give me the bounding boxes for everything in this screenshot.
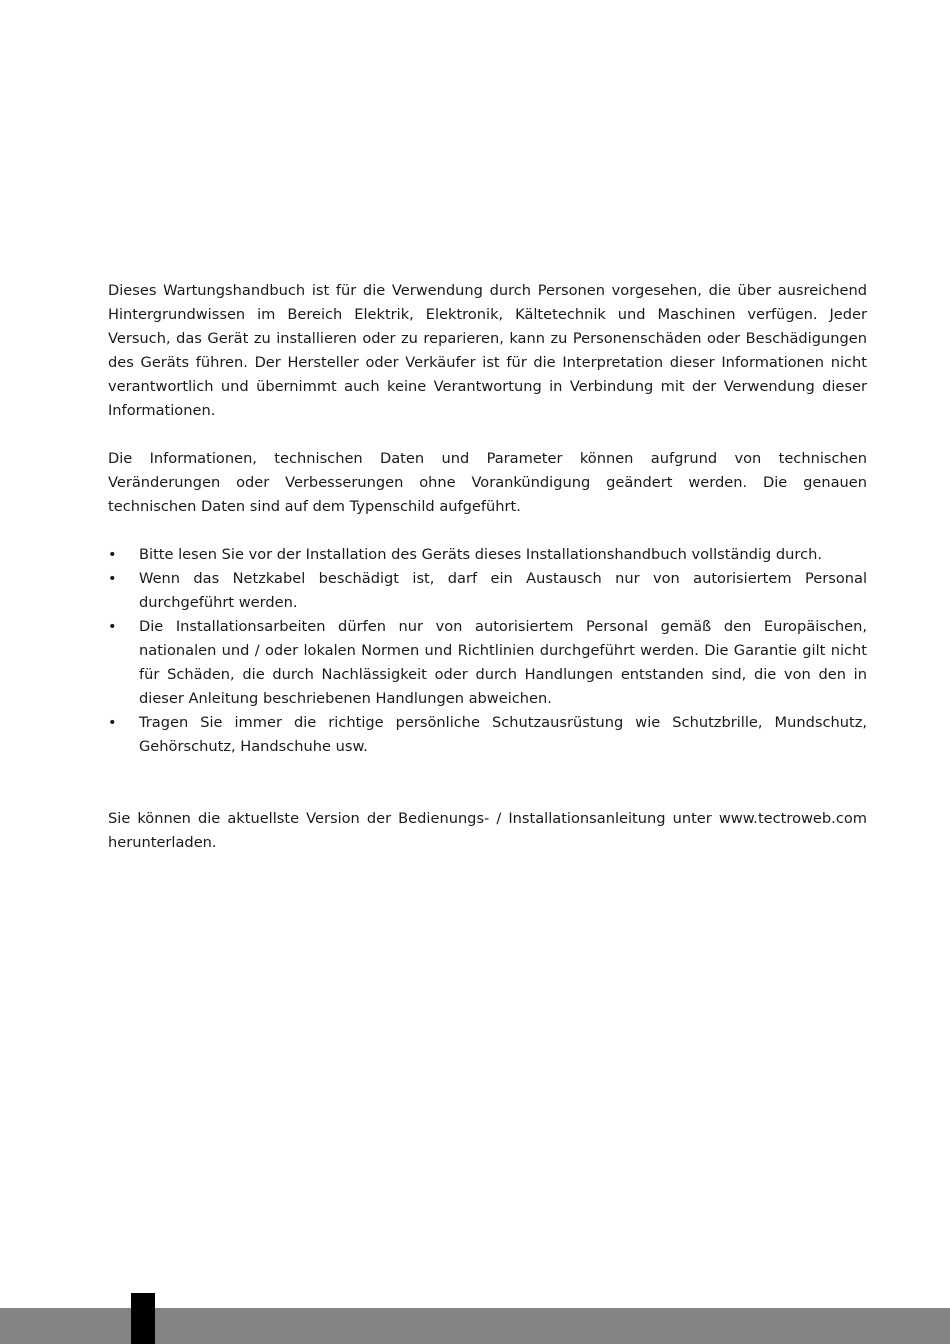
paragraph-spacer [108,759,867,807]
bullet-text: Tragen Sie immer die richtige persönliche Schutzausrüstung wie Schutzbrille, Mundschutz, Gehörschutz, Handschuhe usw. [139,714,867,755]
bullet-dot-icon: • [108,546,117,563]
bullet-text: Wenn das Netzkabel beschädigt ist, darf ein Austausch nur von autorisiertem Personal durchgeführt werden. [139,570,867,611]
footer-page-tab [131,1293,155,1344]
intro-paragraph-1: Dieses Wartungshandbuch ist für die Verwendung durch Personen vorgesehen, die über ausreichend Hintergrundwissen im Bereich Elektrik, Elektronik, Kältetechnik und Maschinen verfügen. Jeder Versuch, das Gerät zu installieren oder zu reparieren, kann zu Personenschäden oder Beschädigungen des Geräts führen. Der Hersteller oder Verkäufer ist für die Interpretation dieser Informationen nicht verantwortlich und übernimmt auch keine Verantwortung in Verbindung mit der Verwendung dieser Informationen. [108,282,867,419]
bullet-item [108,567,867,615]
document-body [108,279,867,855]
paragraph-spacer [108,423,867,447]
bullet-text: Die Installationsarbeiten dürfen nur von autorisiertem Personal gemäß den Europäischen, nationalen und / oder lokalen Normen und Richtlinien durchgeführt werden. Die Garantie gilt nicht für Schäden, die durch Nachlässigkeit oder durch Handlungen entstanden sind, die von den in dieser Anleitung beschriebenen Handlungen abweichen. [139,618,867,707]
bullet-text: Bitte lesen Sie vor der Installation des Geräts dieses Installationshandbuch vollständig durch. [139,546,822,563]
bullet-item [108,543,867,567]
bullet-dot-icon: • [108,618,117,635]
safety-bullet-list [108,543,867,759]
intro-paragraph-2: Die Informationen, technischen Daten und Parameter können aufgrund von technischen Veränderungen oder Verbesserungen ohne Vorankündigung geändert werden. Die genauen technischen Daten sind auf dem Typenschild aufgeführt. [108,450,867,515]
download-note: Sie können die aktuellste Version der Bedienungs- / Installationsanleitung unter www.tectroweb.com herunterladen. [108,810,867,851]
bullet-dot-icon: • [108,714,117,731]
bullet-dot-icon: • [108,570,117,587]
paragraph-spacer [108,519,867,543]
bullet-item [108,615,867,711]
bullet-item [108,711,867,759]
